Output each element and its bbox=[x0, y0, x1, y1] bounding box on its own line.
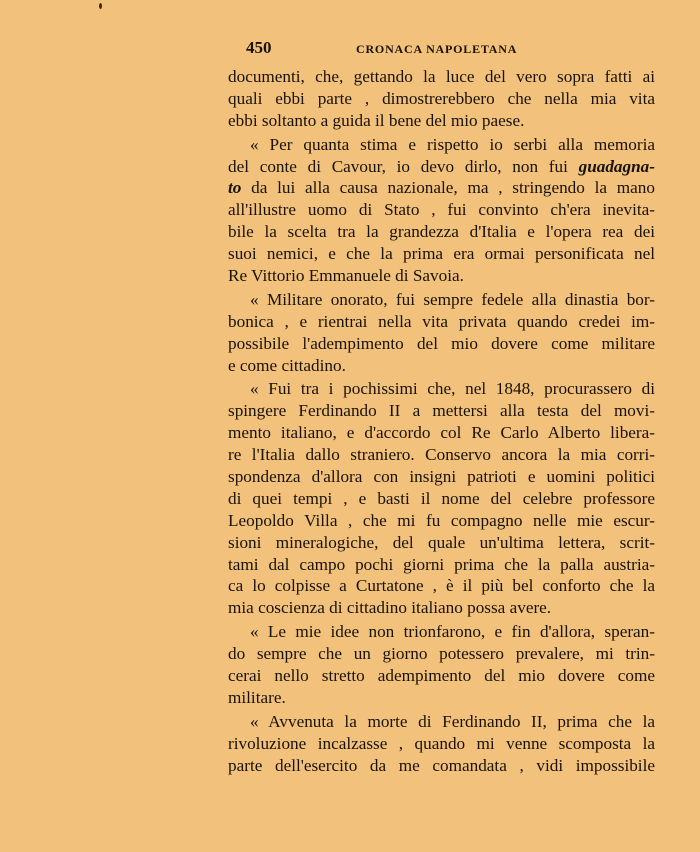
text-line: documenti, che, gettando la luce del vero sopra fatti ai bbox=[228, 67, 655, 86]
paragraph-start-line: « Per quanta stima e rispetto io serbi alla memoria bbox=[250, 134, 655, 154]
text-line: di quei tempi , e basti il nome del celebre professore bbox=[228, 488, 655, 508]
text-line: spingere Ferdinando II a mettersi alla testa del movi- bbox=[228, 401, 655, 421]
text-line: possibile l'adempimento del mio dovere come militare bbox=[228, 333, 655, 353]
text-line: all'illustre uomo di Stato , fui convinto ch'era inevita- bbox=[228, 200, 655, 220]
paragraph-start-line: « Le mie idee non trionfarono, e fin d'allora, speran- bbox=[250, 622, 655, 642]
text-line: bonica , e rientrai nella vita privata quando credei im- bbox=[228, 311, 655, 331]
text-line bbox=[228, 177, 655, 199]
ink-speck bbox=[99, 3, 102, 9]
text-line: quali ebbi parte , dimostrerebbero che nella mia vita bbox=[228, 88, 655, 108]
text-line: re l'Italia dallo straniero. Conservo ancora la mia corri- bbox=[228, 445, 655, 465]
text-line: e come cittadino. bbox=[228, 355, 346, 375]
paragraph-start-line: « Fui tra i pochissimi che, nel 1848, procurassero di bbox=[250, 379, 655, 399]
paragraph-start-line: « Avvenuta la morte di Ferdinando II, prima che la bbox=[250, 711, 655, 731]
page-header bbox=[246, 38, 666, 60]
text-line: parte dell'esercito da me comandata , vidi impossibile bbox=[228, 755, 655, 775]
text-line: rivoluzione incalzasse , quando mi venne scomposta la bbox=[228, 733, 655, 753]
text-segment: da lui alla causa nazionale, ma , stringendo la mano bbox=[241, 178, 655, 198]
running-title: CRONACA NAPOLETANA bbox=[356, 42, 518, 56]
italic-word: to bbox=[228, 178, 242, 198]
text-line: mento italiano, e d'accordo col Re Carlo Alberto libera- bbox=[228, 423, 655, 443]
text-line: militare. bbox=[228, 687, 286, 707]
text-line: Leopoldo Villa , che mi fu compagno nelle mie escur- bbox=[228, 510, 655, 530]
text-segment: del conte di Cavour, io devo dirlo, non fui bbox=[228, 156, 579, 176]
page-number: 450 bbox=[246, 38, 272, 57]
body-text bbox=[228, 66, 655, 777]
text-line: do sempre che un giorno potessero prevalere, mi trin- bbox=[228, 644, 655, 664]
text-line: bile la scelta tra la grandezza d'Italia e l'opera rea dei bbox=[228, 222, 655, 242]
text-line: ebbi soltanto a guida il bene del mio paese. bbox=[228, 110, 525, 130]
text-line bbox=[228, 156, 655, 178]
text-line: sioni mineralogiche, del quale un'ultima lettera, scrit- bbox=[228, 532, 655, 552]
text-line: tami dal campo pochi giorni prima che la palla austria- bbox=[228, 554, 655, 574]
text-line: mia coscienza di cittadino italiano possa avere. bbox=[228, 598, 552, 618]
italic-word: guadagna- bbox=[578, 156, 655, 176]
text-line: suoi nemici, e che la prima era ormai personificata nel bbox=[228, 244, 655, 264]
text-line: Re Vittorio Emmanuele di Savoia. bbox=[228, 266, 464, 286]
text-line: ca lo colpisse a Curtatone , è il più bel conforto che la bbox=[228, 576, 655, 596]
paragraph-start-line: « Militare onorato, fui sempre fedele alla dinastia bor- bbox=[250, 289, 655, 309]
text-line: spondenza d'allora con insigni patrioti e uomini politici bbox=[228, 467, 655, 487]
text-line: cerai nello stretto adempimento del mio dovere come bbox=[228, 666, 655, 686]
